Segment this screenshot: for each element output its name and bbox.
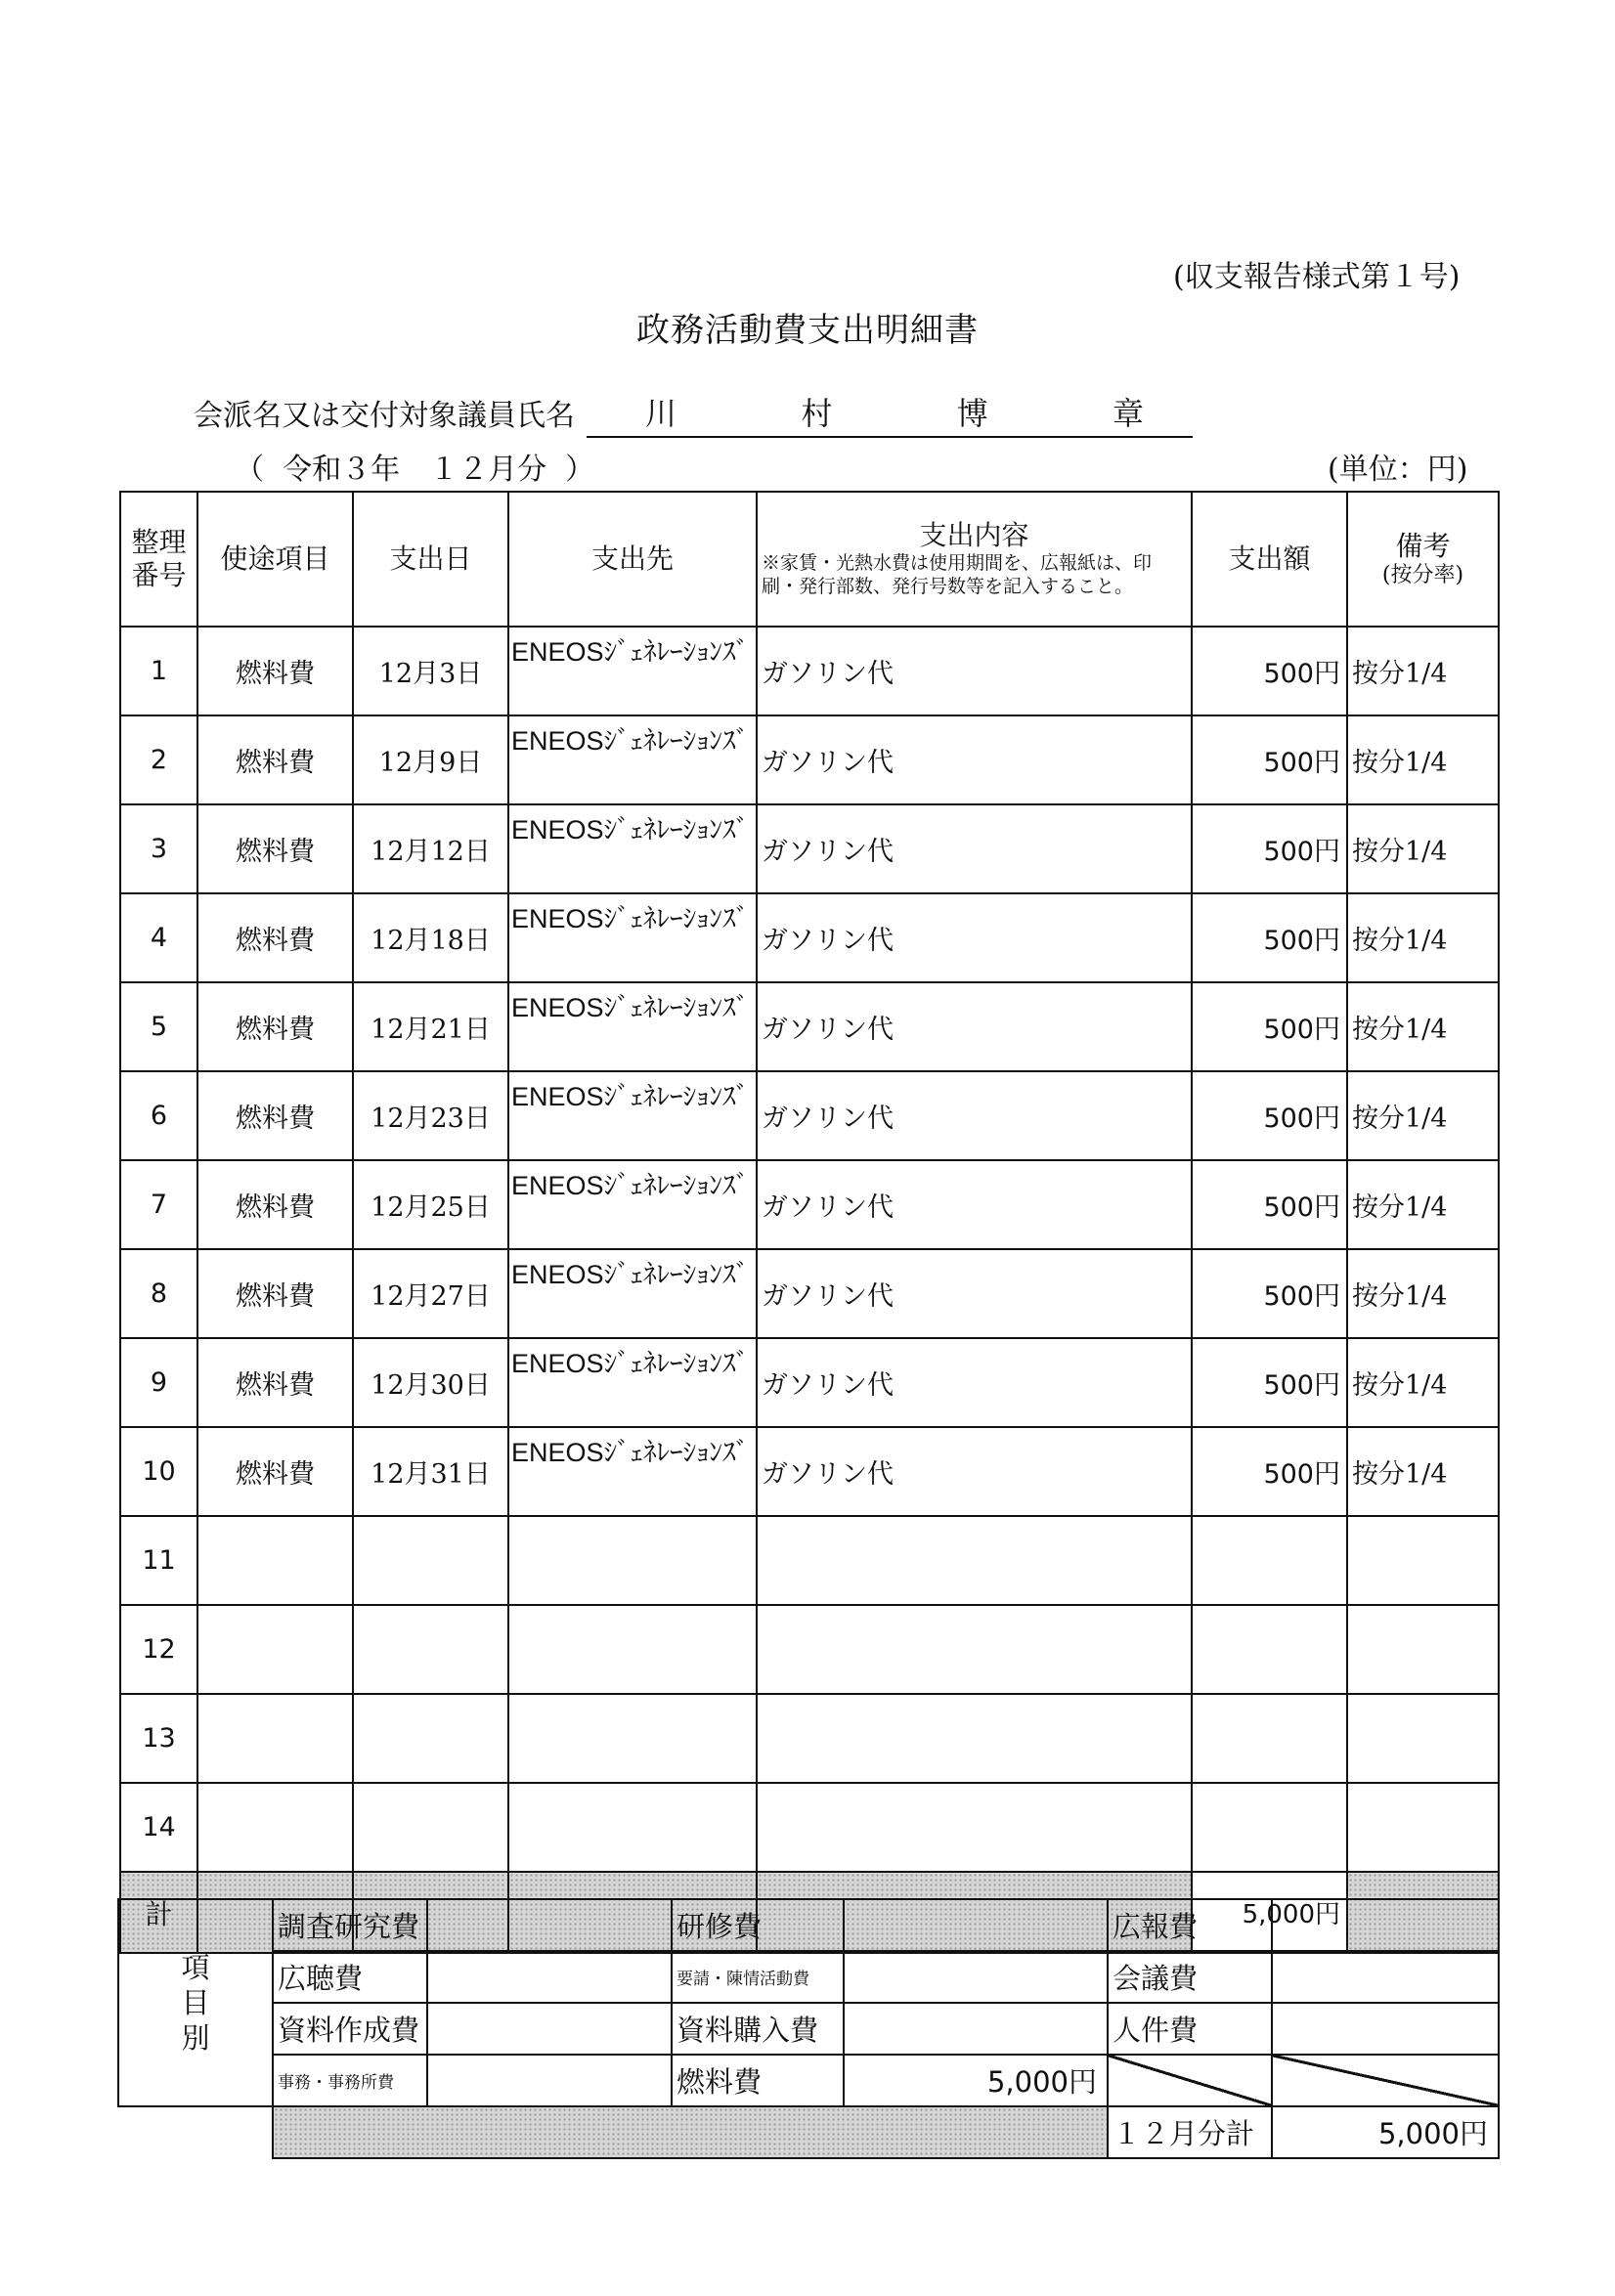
row-remarks: 按分1/4 [1347, 1249, 1499, 1338]
table-row [120, 1694, 1499, 1783]
row-date: 12月31日 [353, 1427, 508, 1516]
category-amount [427, 2003, 672, 2055]
header-content [757, 492, 1192, 627]
category-label: 燃料費 [672, 2055, 844, 2106]
row-content: ガソリン代 [757, 982, 1192, 1071]
row-content: ガソリン代 [757, 1338, 1192, 1427]
row-amount: 500円 [1192, 982, 1347, 1071]
page-title: 政務活動費支出明細書 [636, 311, 979, 350]
row-amount: 500円 [1192, 1338, 1347, 1427]
unit-label: (単位：円) [1328, 453, 1468, 487]
row-remarks: 按分1/4 [1347, 1071, 1499, 1160]
row-date: 12月9日 [353, 715, 508, 804]
member-label: 会派名又は交付対象議員氏名 [194, 399, 575, 433]
month-total-amount: 5,000円 [1272, 2106, 1499, 2158]
row-item: 燃料費 [197, 1427, 353, 1516]
category-label: 資料作成費 [273, 2003, 427, 2055]
category-row [118, 2055, 1499, 2106]
diagonal-cell [1108, 2055, 1272, 2106]
member-name-char: 博 [956, 395, 988, 432]
row-payee [508, 1516, 757, 1605]
category-label: 広聴費 [273, 1951, 427, 2003]
member-name-char: 川 [645, 395, 677, 432]
row-content [757, 1694, 1192, 1783]
row-payee [508, 1694, 757, 1783]
row-content [757, 1516, 1192, 1605]
row-content: ガソリン代 [757, 893, 1192, 982]
category-amount [1272, 1899, 1499, 1951]
row-content: ガソリン代 [757, 1160, 1192, 1249]
table-row [120, 1249, 1499, 1338]
row-amount: 500円 [1192, 715, 1347, 804]
table-row [120, 627, 1499, 715]
table-row [120, 982, 1499, 1071]
row-date [353, 1694, 508, 1783]
row-item: 燃料費 [197, 627, 353, 715]
row-number: 1 [120, 627, 197, 715]
category-label: 広報費 [1108, 1899, 1272, 1951]
table-row [120, 1071, 1499, 1160]
row-amount [1192, 1605, 1347, 1694]
form-number: (収支報告様式第１号) [1173, 260, 1461, 294]
table-row [120, 1427, 1499, 1516]
row-item: 燃料費 [197, 982, 353, 1071]
row-payee: ENEOSｼﾞｪﾈﾚｰｼｮﾝｽﾞ [508, 1160, 757, 1249]
row-remarks: 按分1/4 [1347, 893, 1499, 982]
category-label: 会議費 [1108, 1951, 1272, 2003]
row-content [757, 1783, 1192, 1872]
row-item: 燃料費 [197, 1338, 353, 1427]
row-remarks [1347, 1605, 1499, 1694]
category-row [118, 1899, 1499, 1951]
row-item: 燃料費 [197, 1249, 353, 1338]
row-payee: ENEOSｼﾞｪﾈﾚｰｼｮﾝｽﾞ [508, 627, 757, 715]
table-row [120, 1783, 1499, 1872]
row-content: ガソリン代 [757, 1071, 1192, 1160]
category-amount [427, 1951, 672, 2003]
row-date: 12月30日 [353, 1338, 508, 1427]
category-amount [427, 1899, 672, 1951]
row-number: 14 [120, 1783, 197, 1872]
row-remarks: 按分1/4 [1347, 1427, 1499, 1516]
category-label: 要請・陳情活動費 [672, 1951, 844, 2003]
table-row [120, 1160, 1499, 1249]
period: （ 令和３年 １２月分 ） [235, 453, 595, 487]
row-payee: ENEOSｼﾞｪﾈﾚｰｼｮﾝｽﾞ [508, 982, 757, 1071]
row-remarks [1347, 1694, 1499, 1783]
table-row [120, 1516, 1499, 1605]
member-name-char: 章 [1112, 395, 1144, 432]
header-amount: 支出額 [1192, 492, 1347, 627]
header-item: 使途項目 [197, 492, 353, 627]
member-name-char: 村 [801, 395, 833, 432]
row-date: 12月12日 [353, 804, 508, 893]
row-item: 燃料費 [197, 1160, 353, 1249]
header-remarks [1347, 492, 1499, 627]
expense-table [119, 491, 1500, 1954]
category-amount [844, 2003, 1108, 2055]
header-no-label: 整理 番号 [131, 526, 187, 591]
row-date: 12月3日 [353, 627, 508, 715]
row-amount [1192, 1694, 1347, 1783]
row-number: 7 [120, 1160, 197, 1249]
row-content: ガソリン代 [757, 1427, 1192, 1516]
row-item: 燃料費 [197, 804, 353, 893]
category-label: 調査研究費 [273, 1899, 427, 1951]
row-number: 12 [120, 1605, 197, 1694]
row-content [757, 1605, 1192, 1694]
header-row [120, 492, 1499, 627]
row-payee: ENEOSｼﾞｪﾈﾚｰｼｮﾝｽﾞ [508, 1249, 757, 1338]
category-row [118, 1951, 1499, 2003]
category-amount [844, 1951, 1108, 2003]
row-item [197, 1605, 353, 1694]
row-amount [1192, 1516, 1347, 1605]
row-number: 9 [120, 1338, 197, 1427]
category-label: 研修費 [672, 1899, 844, 1951]
row-remarks: 按分1/4 [1347, 804, 1499, 893]
row-number: 2 [120, 715, 197, 804]
row-remarks [1347, 1516, 1499, 1605]
header-date: 支出日 [353, 492, 508, 627]
diagonal-cell [1272, 2055, 1499, 2106]
row-number: 10 [120, 1427, 197, 1516]
category-amount [1272, 2003, 1499, 2055]
row-date: 12月21日 [353, 982, 508, 1071]
total-amount: 5,000円 [1192, 1872, 1347, 1953]
category-table [117, 1898, 1500, 2159]
row-amount: 500円 [1192, 1249, 1347, 1338]
row-content: ガソリン代 [757, 715, 1192, 804]
row-remarks: 按分1/4 [1347, 982, 1499, 1071]
header-content-note: ※家賃・光熱水費は使用期間を、広報紙は、印刷・発行部数、発行号数等を記入すること。 [762, 552, 1153, 597]
category-label: 事務・事務所費 [273, 2055, 427, 2106]
row-content: ガソリン代 [757, 804, 1192, 893]
header-content-title: 支出内容 [919, 519, 1029, 552]
row-remarks: 按分1/4 [1347, 1160, 1499, 1249]
row-date [353, 1516, 508, 1605]
member-name [587, 389, 1193, 438]
row-number: 4 [120, 893, 197, 982]
row-amount: 500円 [1192, 1427, 1347, 1516]
row-number: 8 [120, 1249, 197, 1338]
category-label: 人件費 [1108, 2003, 1272, 2055]
row-remarks: 按分1/4 [1347, 627, 1499, 715]
header-payee: 支出先 [508, 492, 757, 627]
row-number: 3 [120, 804, 197, 893]
row-amount: 500円 [1192, 627, 1347, 715]
category-amount [427, 2055, 672, 2106]
shaded-cell [273, 2106, 1108, 2158]
header-no [120, 492, 197, 627]
row-date: 12月25日 [353, 1160, 508, 1249]
row-number: 5 [120, 982, 197, 1071]
total-label: 計 [120, 1872, 197, 1953]
row-payee: ENEOSｼﾞｪﾈﾚｰｼｮﾝｽﾞ [508, 1338, 757, 1427]
row-date: 12月27日 [353, 1249, 508, 1338]
row-item [197, 1694, 353, 1783]
row-content: ガソリン代 [757, 1249, 1192, 1338]
row-remarks: 按分1/4 [1347, 1338, 1499, 1427]
row-number: 13 [120, 1694, 197, 1783]
row-amount: 500円 [1192, 804, 1347, 893]
row-remarks [1347, 1783, 1499, 1872]
row-amount: 500円 [1192, 1160, 1347, 1249]
row-date [353, 1783, 508, 1872]
table-row [120, 1338, 1499, 1427]
row-amount [1192, 1783, 1347, 1872]
table-row [120, 804, 1499, 893]
row-item: 燃料費 [197, 1071, 353, 1160]
row-date: 12月23日 [353, 1071, 508, 1160]
row-payee: ENEOSｼﾞｪﾈﾚｰｼｮﾝｽﾞ [508, 1427, 757, 1516]
row-number: 6 [120, 1071, 197, 1160]
row-payee: ENEOSｼﾞｪﾈﾚｰｼｮﾝｽﾞ [508, 715, 757, 804]
row-payee [508, 1783, 757, 1872]
row-payee: ENEOSｼﾞｪﾈﾚｰｼｮﾝｽﾞ [508, 804, 757, 893]
table-row [120, 1605, 1499, 1694]
table-row [120, 893, 1499, 982]
row-payee [508, 1605, 757, 1694]
category-side-label: 項 目 別 [118, 1899, 273, 2106]
row-payee: ENEOSｼﾞｪﾈﾚｰｼｮﾝｽﾞ [508, 1071, 757, 1160]
row-item: 燃料費 [197, 893, 353, 982]
table-row [120, 715, 1499, 804]
header-remarks-sub: (按分率) [1381, 562, 1464, 587]
month-total-row [118, 2106, 1499, 2158]
category-amount [1272, 1951, 1499, 2003]
month-total-label: １２月分計 [1108, 2106, 1272, 2158]
row-item [197, 1783, 353, 1872]
row-payee: ENEOSｼﾞｪﾈﾚｰｼｮﾝｽﾞ [508, 893, 757, 982]
category-amount [844, 1899, 1108, 1951]
row-item [197, 1516, 353, 1605]
row-amount: 500円 [1192, 1071, 1347, 1160]
row-item: 燃料費 [197, 715, 353, 804]
row-date: 12月18日 [353, 893, 508, 982]
row-content: ガソリン代 [757, 627, 1192, 715]
blank-cell [118, 2106, 273, 2158]
row-number: 11 [120, 1516, 197, 1605]
category-row [118, 2003, 1499, 2055]
row-remarks: 按分1/4 [1347, 715, 1499, 804]
row-amount: 500円 [1192, 893, 1347, 982]
row-date [353, 1605, 508, 1694]
category-label: 資料購入費 [672, 2003, 844, 2055]
category-amount-fuel: 5,000円 [844, 2055, 1108, 2106]
header-remarks-title: 備考 [1395, 530, 1451, 562]
